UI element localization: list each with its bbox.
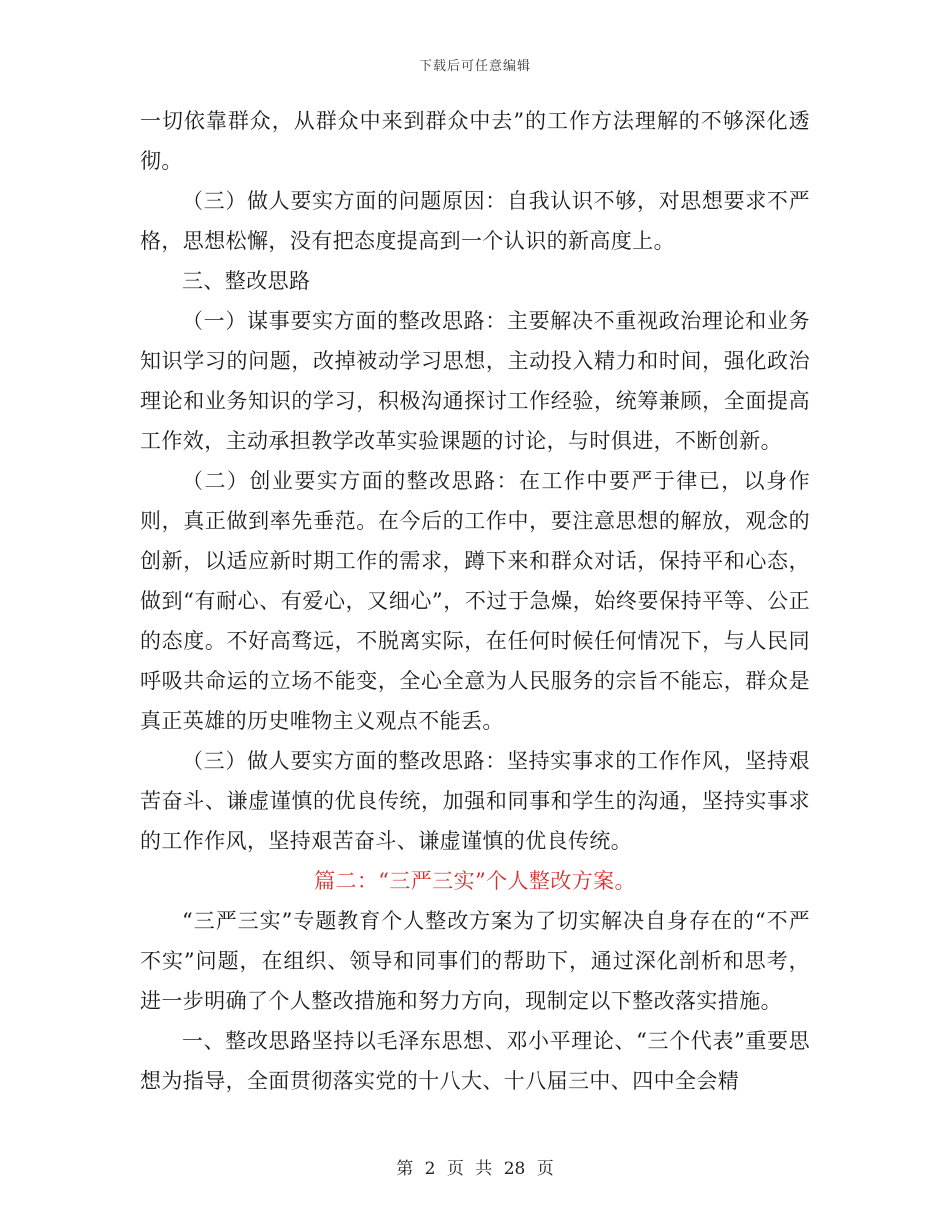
article-title: 篇二：“三严三实”个人整改方案。 [314,869,636,893]
paragraph: 一、整改思路坚持以毛泽东思想、邓小平理论、“三个代表”重要思想为指导，全面贯彻落实党的十八大、十八届三中、四中全会精 [140,1029,810,1093]
paragraph: （二）创业要实方面的整改思路：在工作中要严于律已，以身作则，真正做到率先垂范。在今后的工作中，要注意思想的解放，观念的创新，以适应新时期工作的需求，蹲下来和群众对话，保持平和心态，做到“有耐心、有爱心，又细心”，不过于急燥，始终要保持平等、公正的态度。不好高骛远，不脱离实际，在任何时候任何情况下，与人民同呼吸共命运的立场不能变，全心全意为人民服务的宗旨不能忘，群众是真正英雄的历史唯物主义观点不能丢。 [140,469,810,733]
section-heading: 三、整改思路 [182,269,311,293]
paragraph: （三）做人要实方面的问题原因：自我认识不够，对思想要求不严格，思想松懈，没有把态度提高到一个认识的新高度上。 [140,189,810,253]
page-number: 第 2 页 共 28 页 [396,1159,554,1179]
paragraph: 一切依靠群众，从群众中来到群众中去”的工作方法理解的不够深化透彻。 [140,109,810,173]
paragraph: （一）谋事要实方面的整改思路：主要解决不重视政治理论和业务知识学习的问题，改掉被动学习思想，主动投入精力和时间，强化政治理论和业务知识的学习，积极沟通探讨工作经验，统筹兼顾，全面提高工作效，主动承担教学改革实验课题的讨论，与时俱进，不断创新。 [140,309,810,453]
page-header: 下载后可任意编辑 [418,59,531,74]
document-body [140,101,810,1101]
paragraph: （三）做人要实方面的整改思路：坚持实事求的工作作风，坚持艰苦奋斗、谦虚谨慎的优良传统，加强和同事和学生的沟通，坚持实事求的工作作风，坚持艰苦奋斗、谦虚谨慎的优良传统。 [140,749,810,853]
paragraph: “三严三实”专题教育个人整改方案为了切实解决自身存在的“不严不实”问题，在组织、领导和同事们的帮助下，通过深化剖析和思考，进一步明确了个人整改措施和努力方向，现制定以下整改落实措施。 [140,909,810,1013]
